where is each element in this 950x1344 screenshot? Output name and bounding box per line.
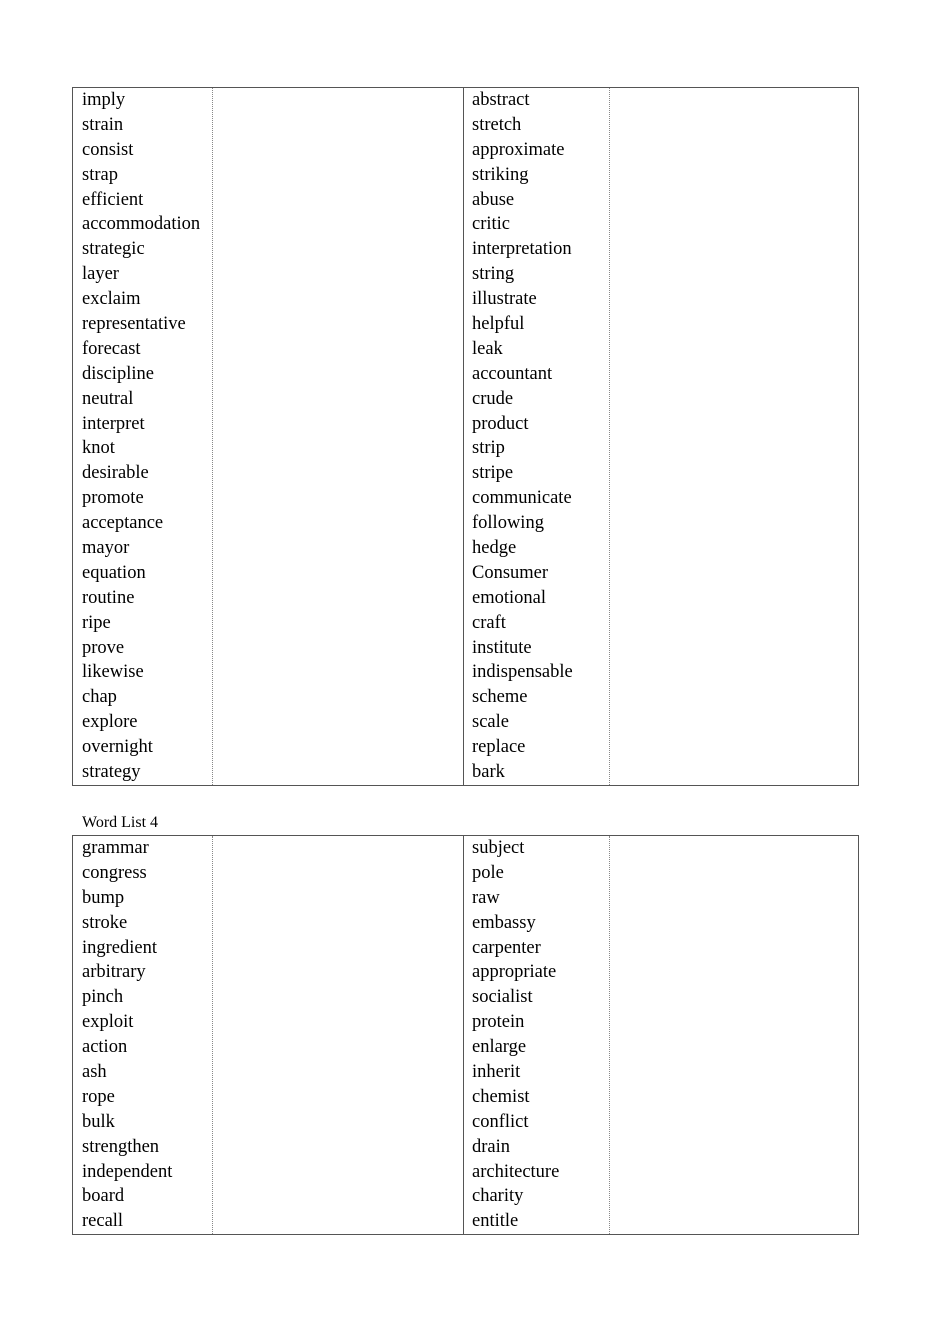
word-item: leak	[472, 338, 503, 359]
word-item: replace	[472, 737, 526, 758]
left-word-list	[82, 836, 172, 1234]
word-item: imply	[82, 90, 126, 110]
word-item: mayor	[82, 538, 130, 559]
word-item: strengthen	[82, 1136, 160, 1157]
word-item: charity	[472, 1186, 524, 1207]
word-item: action	[82, 1037, 128, 1058]
word-item: drain	[472, 1136, 511, 1157]
word-item: embassy	[472, 912, 536, 933]
word-item: equation	[82, 562, 146, 583]
word-item: accommodation	[82, 214, 201, 235]
word-item: rope	[82, 1086, 115, 1107]
word-item: ripe	[82, 612, 111, 633]
word-item: strategic	[82, 239, 145, 260]
right-word-column	[464, 88, 610, 785]
word-item: stripe	[472, 463, 514, 484]
word-item: protein	[472, 1012, 525, 1033]
word-item: pole	[472, 862, 504, 883]
left-meaning-column	[213, 88, 464, 785]
word-item: recall	[82, 1211, 124, 1232]
word-item: subject	[472, 838, 525, 858]
word-item: craft	[472, 612, 506, 633]
word-item: overnight	[82, 737, 153, 758]
word-item: entitle	[472, 1211, 519, 1232]
word-item: following	[472, 513, 544, 534]
word-item: pinch	[82, 987, 124, 1008]
right-word-column	[464, 836, 610, 1234]
word-item: arbitrary	[82, 962, 146, 983]
word-item: abstract	[472, 90, 530, 110]
word-item: ingredient	[82, 937, 158, 958]
word-item: likewise	[82, 662, 144, 683]
word-item: product	[472, 413, 529, 434]
left-word-column	[73, 836, 213, 1234]
word-item: forecast	[82, 338, 141, 359]
word-table-2	[72, 835, 859, 1235]
word-item: layer	[82, 264, 119, 285]
word-item: institute	[472, 637, 532, 658]
word-item: socialist	[472, 987, 533, 1008]
left-meaning-column	[213, 836, 464, 1234]
word-item: neutral	[82, 388, 134, 409]
word-item: bulk	[82, 1111, 115, 1132]
word-item: ash	[82, 1062, 107, 1083]
word-item: indispensable	[472, 662, 573, 683]
right-meaning-column	[610, 88, 858, 785]
word-item: bark	[472, 762, 505, 783]
word-item: approximate	[472, 139, 565, 160]
word-item: helpful	[472, 314, 525, 335]
word-item: stretch	[472, 114, 522, 135]
word-item: illustrate	[472, 289, 537, 310]
word-item: congress	[82, 862, 147, 883]
word-item: acceptance	[82, 513, 164, 534]
word-item: grammar	[82, 838, 149, 858]
word-item: prove	[82, 637, 125, 658]
word-item: representative	[82, 314, 186, 335]
word-table-1	[72, 87, 859, 786]
word-item: communicate	[472, 488, 572, 509]
word-item: discipline	[82, 363, 154, 384]
word-item: desirable	[82, 463, 149, 484]
word-item: strap	[82, 164, 118, 185]
word-item: emotional	[472, 587, 546, 608]
word-item: bump	[82, 887, 125, 908]
word-item: critic	[472, 214, 511, 235]
word-item: interpretation	[472, 239, 572, 260]
word-item: independent	[82, 1161, 173, 1182]
word-item: architecture	[472, 1161, 560, 1182]
word-item: scale	[472, 712, 509, 733]
word-item: accountant	[472, 363, 553, 384]
word-item: hedge	[472, 538, 517, 559]
word-item: stroke	[82, 912, 128, 933]
word-item: explore	[82, 712, 138, 733]
word-item: appropriate	[472, 962, 557, 983]
left-word-column	[73, 88, 213, 785]
word-item: board	[82, 1186, 125, 1207]
right-word-list	[472, 836, 559, 1234]
word-item: chap	[82, 687, 117, 708]
word-item: enlarge	[472, 1037, 527, 1058]
word-item: consist	[82, 139, 134, 160]
word-item: strategy	[82, 762, 141, 783]
word-item: routine	[82, 587, 135, 608]
word-item: strip	[472, 438, 505, 459]
word-item: Consumer	[472, 562, 549, 583]
word-list-title: Word List 4	[82, 814, 159, 831]
word-item: exclaim	[82, 289, 141, 310]
word-item: crude	[472, 388, 514, 409]
word-item: strain	[82, 114, 124, 135]
word-item: string	[472, 264, 515, 285]
word-item: promote	[82, 488, 144, 509]
word-item: abuse	[472, 189, 515, 210]
word-item: chemist	[472, 1086, 530, 1107]
right-meaning-column	[610, 836, 858, 1234]
word-item: inherit	[472, 1062, 521, 1083]
word-item: interpret	[82, 413, 145, 434]
word-item: raw	[472, 887, 500, 908]
left-word-list	[82, 88, 200, 785]
word-item: carpenter	[472, 937, 541, 958]
word-item: efficient	[82, 189, 144, 210]
word-item: exploit	[82, 1012, 134, 1033]
word-item: conflict	[472, 1111, 529, 1132]
right-word-list	[472, 88, 573, 785]
word-item: knot	[82, 438, 115, 459]
word-item: striking	[472, 164, 529, 185]
word-item: scheme	[472, 687, 528, 708]
